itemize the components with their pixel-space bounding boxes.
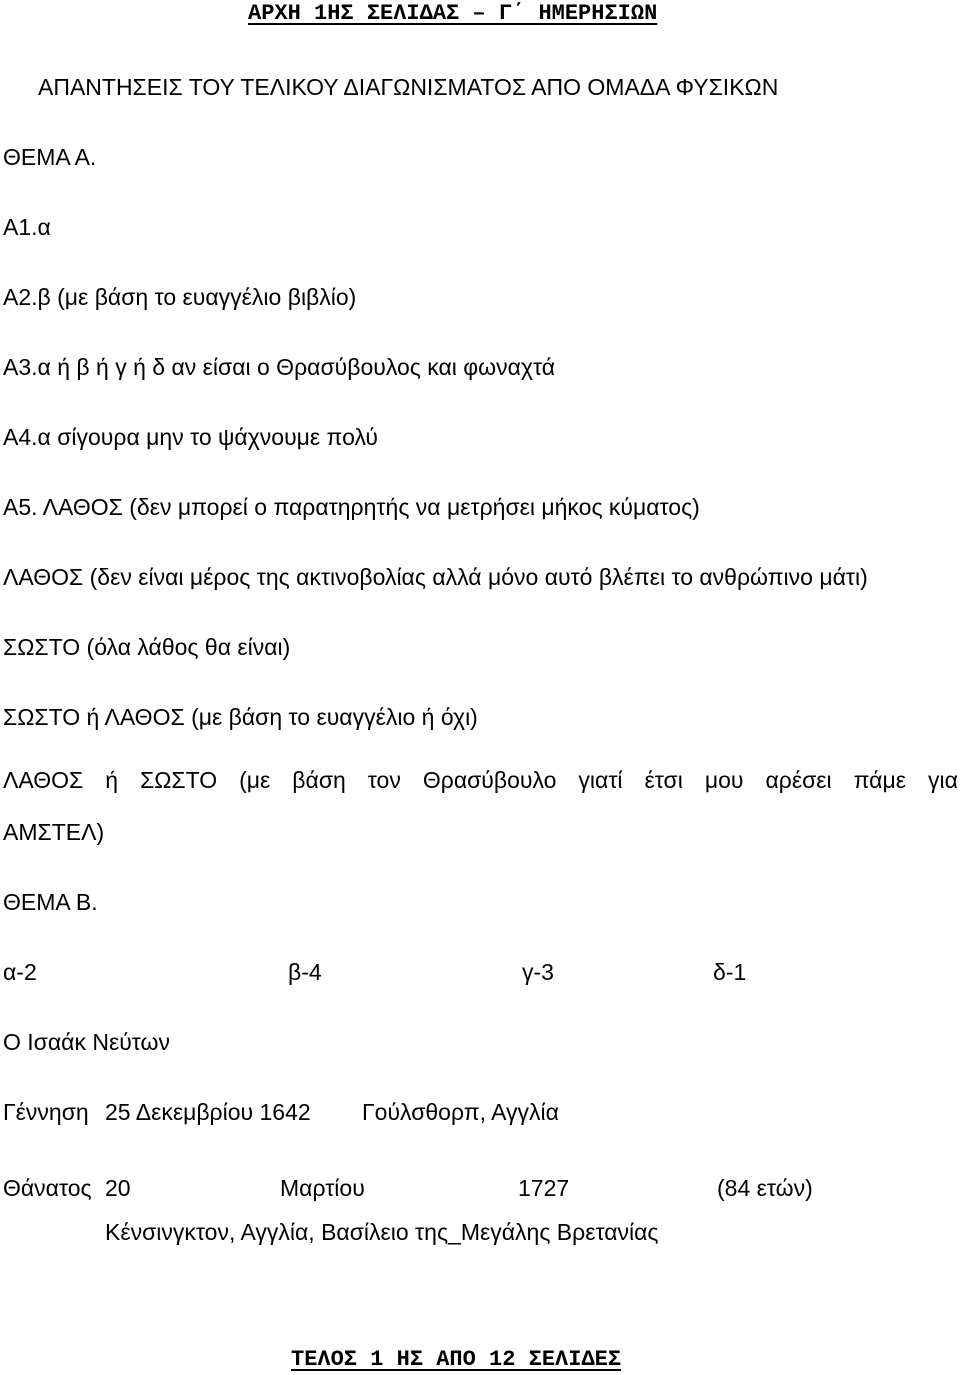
answer-a5-2: ΛΑΘΟΣ (δεν είναι μέρος της ακτινοβολίας αλλά μόνο αυτό βλέπει το ανθρώπινο μάτι): [3, 564, 868, 590]
answer-a5-5: [3, 766, 958, 794]
word: αρέσει: [765, 767, 832, 793]
page-header: ΑΡΧΗ 1ΗΣ ΣΕΛΙΔΑΣ – Γ΄ ΗΜΕΡΗΣΙΩΝ: [248, 1, 658, 26]
death-day: 20: [105, 1175, 131, 1201]
answer-a5-5-cont: ΑΜΣΤΕΛ): [3, 819, 105, 845]
birth-place: Γούλσθορπ, Αγγλία: [362, 1099, 559, 1125]
answer-a5-3: ΣΩΣΤΟ (όλα λάθος θα είναι): [3, 634, 291, 660]
death-place: Κένσινγκτον, Αγγλία, Βασίλειο της_Μεγάλης Βρετανίας: [105, 1219, 659, 1245]
birth-date: 25 Δεκεμβρίου 1642: [105, 1099, 311, 1125]
page-footer: ΤΕΛΟΣ 1 ΗΣ ΑΠΟ 12 ΣΕΛΙΔΕΣ: [291, 1347, 622, 1372]
person-name: Ο Ισαάκ Νεύτων: [3, 1029, 171, 1055]
match-4: δ-1: [713, 959, 747, 985]
answer-a2: Α2.β (με βάση το ευαγγέλιο βιβλίο): [3, 284, 357, 310]
word: μου: [704, 767, 744, 793]
answer-a3: Α3.α ή β ή γ ή δ αν είσαι ο Θρασύβουλος και φωναχτά: [3, 354, 556, 380]
word: ΛΑΘΟΣ: [3, 767, 84, 793]
match-1: α-2: [3, 959, 37, 985]
death-month: Μαρτίου: [280, 1175, 365, 1201]
death-label: Θάνατος: [3, 1175, 92, 1201]
match-3: γ-3: [522, 959, 554, 985]
word: γιατί: [578, 767, 623, 793]
word: για: [927, 767, 958, 793]
word: ή: [105, 767, 119, 793]
word: (με: [239, 767, 271, 793]
word: ΣΩΣΤΟ: [140, 767, 218, 793]
document-title: ΑΠΑΝΤΗΣΕΙΣ ΤΟΥ ΤΕΛΙΚΟΥ ΔΙΑΓΩΝΙΣΜΑΤΟΣ ΑΠΟ ΟΜΑΔΑ ΦΥΣΙΚΩΝ: [38, 74, 779, 100]
theme-a-heading: ΘΕΜΑ Α.: [3, 144, 97, 170]
match-2: β-4: [288, 959, 322, 985]
word: τον: [367, 767, 401, 793]
word: πάμε: [853, 767, 906, 793]
answer-a4: Α4.α σίγουρα μην το ψάχνουμε πολύ: [3, 424, 378, 450]
word: βάση: [292, 767, 346, 793]
answer-a5-1: Α5. ΛΑΘΟΣ (δεν μπορεί ο παρατηρητής να μετρήσει μήκος κύματος): [3, 494, 700, 520]
answer-a1: Α1.α: [3, 214, 51, 240]
answer-a5-4: ΣΩΣΤΟ ή ΛΑΘΟΣ (με βάση το ευαγγέλιο ή όχι): [3, 704, 478, 730]
theme-b-heading: ΘΕΜΑ Β.: [3, 889, 98, 915]
word: έτσι: [644, 767, 683, 793]
birth-label: Γέννηση: [3, 1099, 89, 1125]
death-age: (84 ετών): [717, 1175, 813, 1201]
death-year: 1727: [518, 1175, 570, 1201]
word: Θρασύβουλο: [422, 767, 557, 793]
